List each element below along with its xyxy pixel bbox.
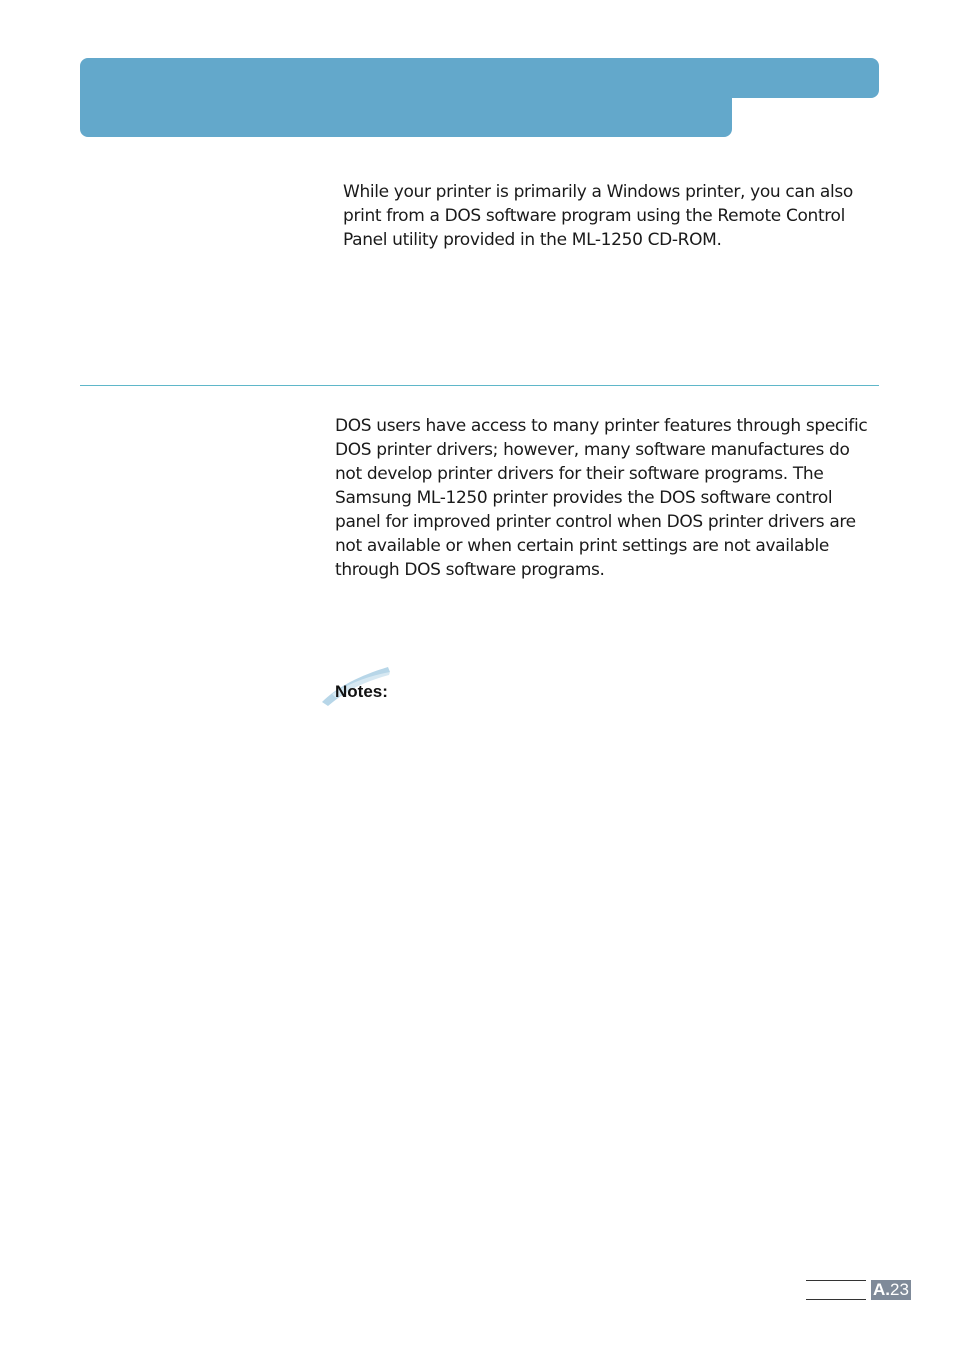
page-number-rule-top xyxy=(806,1280,866,1281)
page-number xyxy=(806,1278,916,1304)
section-divider xyxy=(80,385,879,386)
intro-paragraph: While your printer is primarily a Windows printer, you can also print from a DOS software program using the Remote Control Panel utility provided in the ML-1250 CD-ROM. xyxy=(343,182,853,250)
page-number-value: 23 xyxy=(890,1280,909,1299)
page-number-rule-bottom xyxy=(806,1299,866,1300)
notes-label: Notes: xyxy=(335,682,388,701)
page-number-box xyxy=(871,1280,911,1300)
notes-callout xyxy=(318,664,438,708)
section-paragraph: DOS users have access to many printer features through specific DOS printer drivers; however, many software manufactures do not develop printer drivers for their software programs. The Samsung ML-1250 printer provides the DOS software control panel for improved printer control when DOS printer drivers are not available or when certain print settings are not available through DOS software programs. xyxy=(335,416,868,580)
header-band xyxy=(80,58,879,137)
page-number-prefix: A. xyxy=(873,1280,890,1299)
